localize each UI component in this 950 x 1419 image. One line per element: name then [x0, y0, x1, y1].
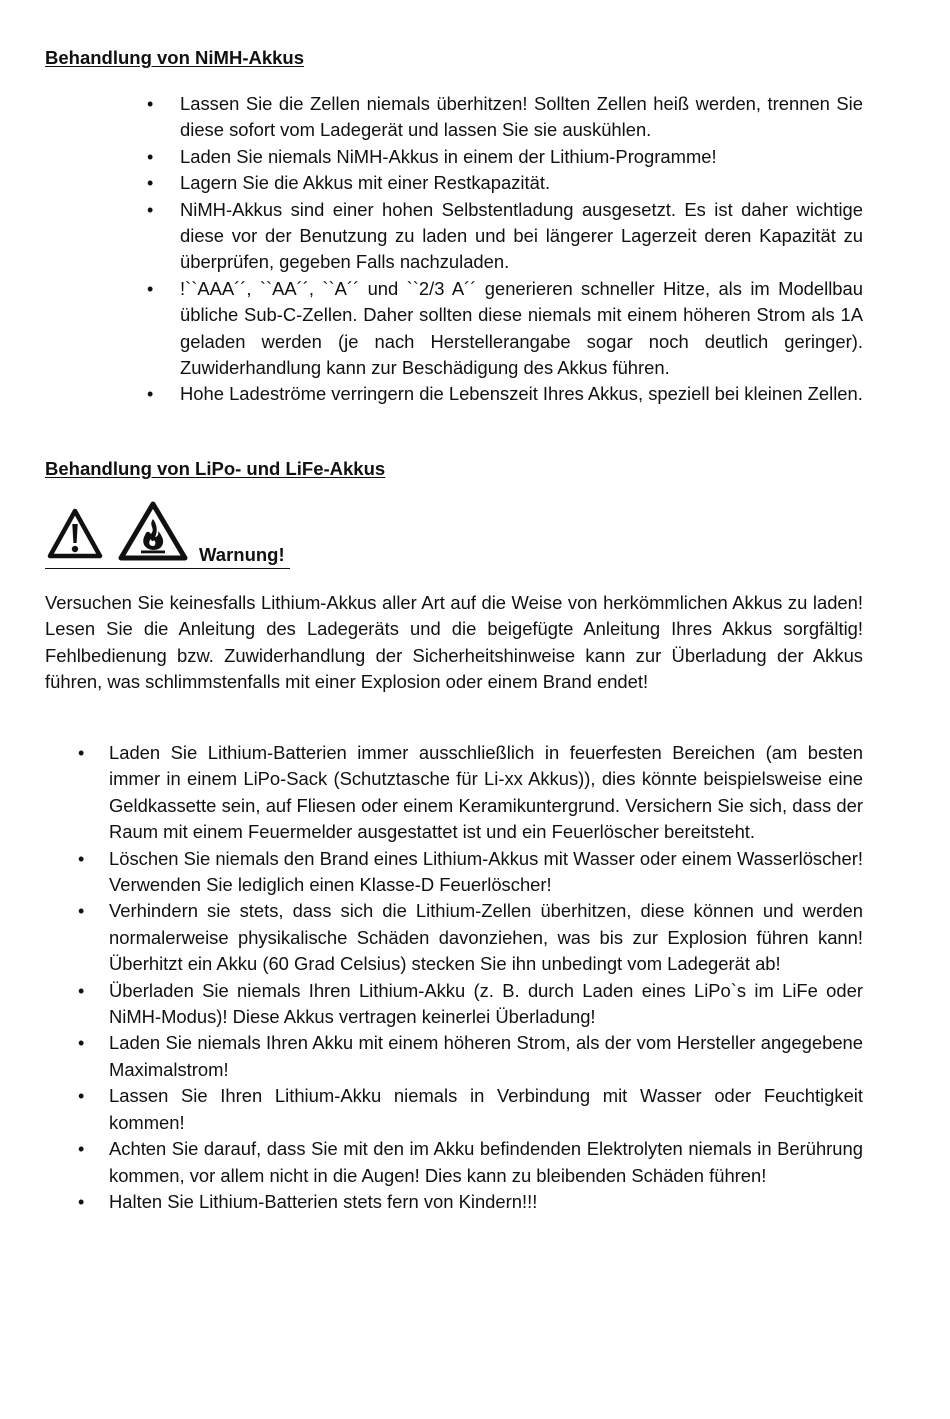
list-item [78, 1083, 863, 1136]
list-item [78, 1136, 863, 1189]
list-item-text: Lassen Sie die Zellen niemals überhitzen! Sollten Zellen heiß werden, trennen Sie diese sofort vom Ladegerät und lassen Sie sie auskühlen. [180, 93, 863, 141]
list-item [147, 381, 863, 407]
list-item [147, 144, 863, 170]
warning-label: Warnung! [199, 544, 285, 565]
bullet-icon: • [147, 278, 154, 299]
list-item [147, 170, 863, 196]
list-item-text: Laden Sie niemals Ihren Akku mit einem höheren Strom, als der vom Hersteller angegebene Maximalstrom! [109, 1032, 863, 1080]
list-item [78, 740, 863, 846]
list-item-text: NiMH-Akkus sind einer hohen Selbstentladung ausgesetzt. Es ist daher wichtige diese vor der Benutzung zu laden und bei längerer Lagerzeit deren Kapazität zu überprüfen, gegeben Falls nachzuladen. [180, 198, 863, 273]
section-heading-lipo: Behandlung von LiPo- und LiFe-Akkus [45, 458, 386, 479]
flammable-icon [118, 501, 188, 562]
bullet-icon: • [78, 1139, 85, 1160]
lipo-bullet-list [78, 740, 863, 1215]
list-item [78, 1030, 863, 1083]
bullet-icon: • [78, 1086, 85, 1107]
list-item [78, 978, 863, 1031]
section-heading-nimh: Behandlung von NiMH-Akkus [45, 47, 305, 68]
list-item [78, 846, 863, 899]
list-item-text: Lassen Sie Ihren Lithium-Akku niemals in Verbindung mit Wasser oder Feuchtigkeit kommen! [109, 1085, 863, 1133]
bullet-icon: • [78, 743, 85, 763]
list-item-text: Löschen Sie niemals den Brand eines Lithium-Akkus mit Wasser oder einem Wasserlöscher! Verwenden Sie lediglich einen Klasse-D Feuerlöscher! [109, 847, 863, 896]
bullet-icon: • [78, 1033, 85, 1054]
warning-paragraph: Versuchen Sie keinesfalls Lithium-Akkus aller Art auf die Weise von herkömmlichen Akkus zu laden! Lesen Sie die Anleitung des Ladegeräts und die beigefügte Anleitung Ihres Akkus sorgfältig! Fehlbedienung bzw. Zuwiderhandlung der Sicherheitshinweise kann zur Überladung der Akkus führen, was schlimmstenfalls mit einer Explosion oder einem Brand endet! [45, 592, 863, 692]
bullet-icon: • [147, 173, 154, 194]
bullet-icon: • [78, 901, 85, 922]
bullet-icon: • [78, 1191, 85, 1212]
warning-triangle-icon [47, 508, 103, 560]
list-item [147, 197, 863, 276]
bullet-icon: • [78, 848, 85, 869]
list-item [147, 276, 863, 382]
list-item-text: Lagern Sie die Akkus mit einer Restkapazität. [180, 172, 551, 194]
bullet-icon: • [78, 980, 85, 1001]
list-item-text: Hohe Ladeströme verringern die Lebenszeit Ihres Akkus, speziell bei kleinen Zellen. [180, 383, 863, 405]
list-item [78, 1189, 863, 1215]
list-item-text: Laden Sie niemals NiMH-Akkus in einem der Lithium-Programme! [180, 145, 717, 167]
list-item-text: Überladen Sie niemals Ihren Lithium-Akku (z. B. durch Laden eines LiPo`s im LiFe oder NiMH-Modus)! Diese Akkus vertragen keinerlei Überladung! [109, 979, 863, 1028]
warning-underline [45, 568, 290, 569]
nimh-bullet-list [147, 91, 863, 408]
list-item-text: Laden Sie Lithium-Batterien immer ausschließlich in feuerfesten Bereichen (am besten immer in einem LiPo-Sack (Schutztasche für Li-xx Akkus)), dies könnte beispielsweise eine Geldkassette sein, auf Fliesen oder einem Keramikuntergrund. Versichern Sie sich, dass der Raum mit einem Feuermelder ausgestattet ist und ein Feuerlöscher bereitsteht. [109, 742, 863, 843]
warning-banner [45, 500, 295, 570]
bullet-icon: • [147, 199, 154, 220]
list-item-text: Verhindern sie stets, dass sich die Lithium-Zellen überhitzen, diese können und werden normalerweise physikalische Schäden davonziehen, was bis zur Explosion führen kann! Überhitzt ein Akku (60 Grad Celsius) stecken Sie ihn unbedingt vom Ladegerät ab! [109, 900, 863, 975]
list-item [147, 91, 863, 144]
bullet-icon: • [147, 146, 154, 167]
list-item [78, 898, 863, 977]
list-item-text: Halten Sie Lithium-Batterien stets fern von Kindern!!! [109, 1190, 538, 1212]
bullet-icon: • [147, 94, 154, 114]
bullet-icon: • [147, 384, 154, 405]
list-item-text: Achten Sie darauf, dass Sie mit den im Akku befindenden Elektrolyten niemals in Berührung kommen, vor allem nicht in die Augen! Dies kann zu bleibenden Schäden führen! [109, 1138, 863, 1186]
list-item-text: !``AAA´´, ``AA´´, ``A´´ und ``2/3 A´´ generieren schneller Hitze, als im Modellbau übliche Sub-C-Zellen. Daher sollten diese niemals mit einem höheren Strom als 1A geladen werden (je nach Herstellerangabe sogar noch deutlich geringer). Zuwiderhandlung kann zur Beschädigung des Akkus führen. [180, 277, 863, 379]
